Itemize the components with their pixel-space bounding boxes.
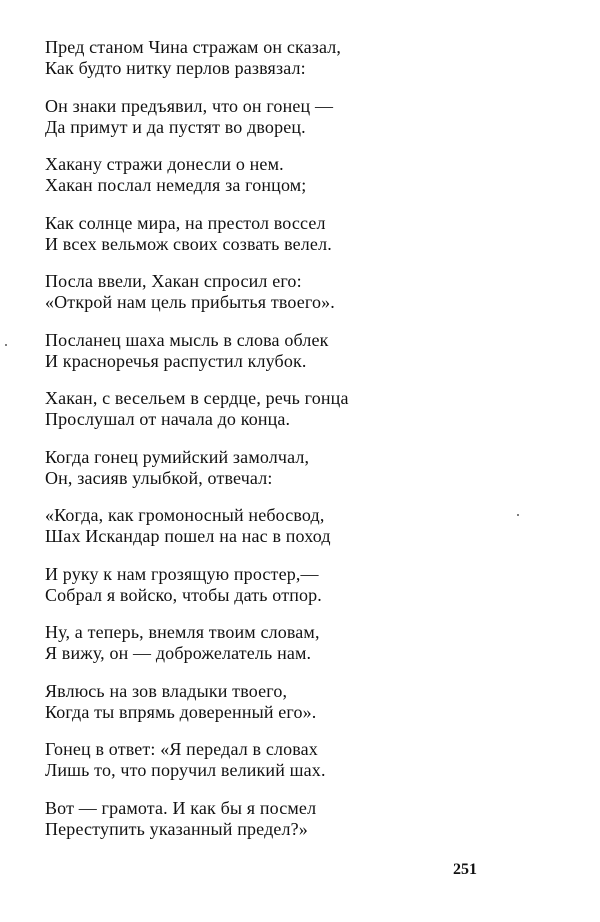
verse-line: Хакан послал немедля за гонцом; [45, 175, 307, 195]
stanza [45, 154, 545, 213]
verse-line: Когда гонец румийский замолчал, [45, 446, 310, 467]
stanza [45, 564, 545, 623]
verse-line: Ну, а теперь, внемля твоим словам, [45, 622, 320, 642]
stanza [45, 271, 545, 330]
stanza [45, 388, 545, 447]
page-number: 251 [453, 861, 477, 878]
stanza [45, 622, 545, 681]
verse-line: И руку к нам грозящую простер,— [45, 563, 319, 584]
verse-line: «Когда, как громоносный небосвод, [45, 505, 325, 525]
stanza [45, 505, 545, 564]
verse-line: Гонец в ответ: «Я передал в словах [45, 739, 318, 759]
verse-line: Посла ввели, Хакан спросил его: [45, 271, 302, 291]
stanza [45, 798, 545, 857]
verse-line: Собрал я войско, чтобы дать отпор. [45, 584, 322, 605]
verse-line: Хакан, с весельем в сердце, речь гонца [45, 388, 349, 408]
verse-line: Пред станом Чина стражам он сказал, [45, 37, 342, 57]
verse-line: Вот — грамота. И как бы я посмел [45, 797, 317, 818]
verse-line: Хакану стражи донесли о нем. [45, 154, 284, 174]
verse-line: Он знаки предъявил, что он гонец — [45, 95, 334, 116]
verse-line: И всех вельмож своих созвать велел. [45, 233, 332, 254]
verse-line: Как будто нитку перлов развязал: [45, 58, 306, 78]
verse-line: Лишь то, что поручил великий шах. [45, 760, 326, 780]
stanza [45, 681, 545, 740]
stanza [45, 96, 545, 155]
scan-speck [5, 344, 7, 346]
verse-line: Посланец шаха мысль в слова облек [45, 329, 329, 350]
verse-line: Как солнце мира, на престол воссел [45, 212, 326, 233]
stanza [45, 447, 545, 506]
poem-text [45, 37, 545, 856]
verse-line: Он, засияв улыбкой, отвечал: [45, 467, 273, 488]
stanza [45, 330, 545, 389]
verse-line: «Открой нам цель прибытья твоего». [45, 292, 335, 312]
verse-line: И красноречья распустил клубок. [45, 350, 307, 371]
verse-line: Шах Искандар пошел на нас в поход [45, 526, 331, 546]
stanza [45, 739, 545, 798]
verse-line: Да примут и да пустят во дворец. [45, 116, 306, 137]
verse-line: Когда ты впрямь доверенный его». [45, 701, 317, 722]
stanza [45, 37, 545, 96]
verse-line: Явлюсь на зов владыки твоего, [45, 680, 288, 701]
verse-line: Прослушал от начала до конца. [45, 409, 291, 429]
verse-line: Переступить указанный предел?» [45, 818, 308, 839]
stanza [45, 213, 545, 272]
verse-line: Я вижу, он — доброжелатель нам. [45, 643, 312, 663]
scan-speck [517, 514, 519, 516]
